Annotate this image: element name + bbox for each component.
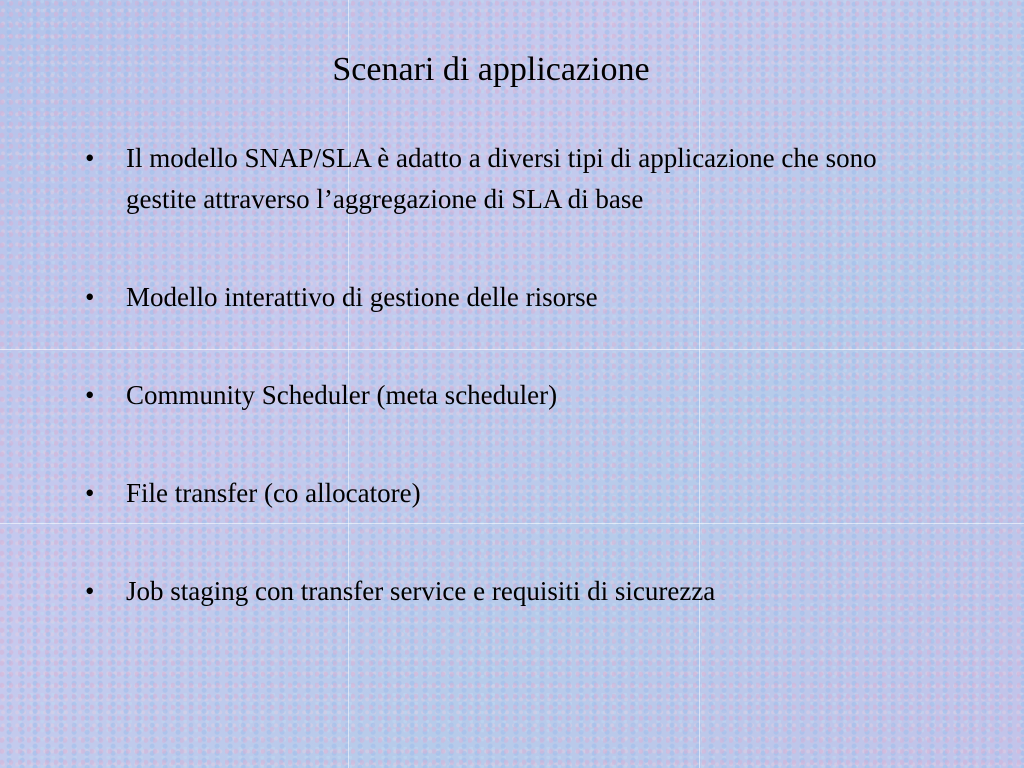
bullet-dot-icon: • bbox=[85, 282, 95, 312]
bullet-dot-icon: • bbox=[85, 143, 95, 173]
bullet-list bbox=[85, 138, 945, 612]
bullet-dot-icon: • bbox=[85, 380, 95, 410]
bullet-item bbox=[85, 138, 945, 220]
bullet-text: Community Scheduler (meta scheduler) bbox=[126, 380, 558, 410]
bullet-item bbox=[85, 277, 945, 318]
bullet-text: Job staging con transfer service e requisiti di sicurezza bbox=[126, 576, 716, 606]
slide-title: Scenari di applicazione bbox=[332, 51, 650, 88]
bullet-text: Il modello SNAP/SLA è adatto a diversi tipi di applicazione che sono gestite attraverso l’aggregazione di SLA di base bbox=[126, 143, 877, 214]
bullet-item bbox=[85, 571, 945, 612]
bullet-item bbox=[85, 473, 945, 514]
bullet-dot-icon: • bbox=[85, 576, 95, 606]
bullet-text: Modello interattivo di gestione delle risorse bbox=[126, 282, 598, 312]
bullet-item bbox=[85, 375, 945, 416]
bullet-dot-icon: • bbox=[85, 478, 95, 508]
bullet-text: File transfer (co allocatore) bbox=[126, 478, 421, 508]
